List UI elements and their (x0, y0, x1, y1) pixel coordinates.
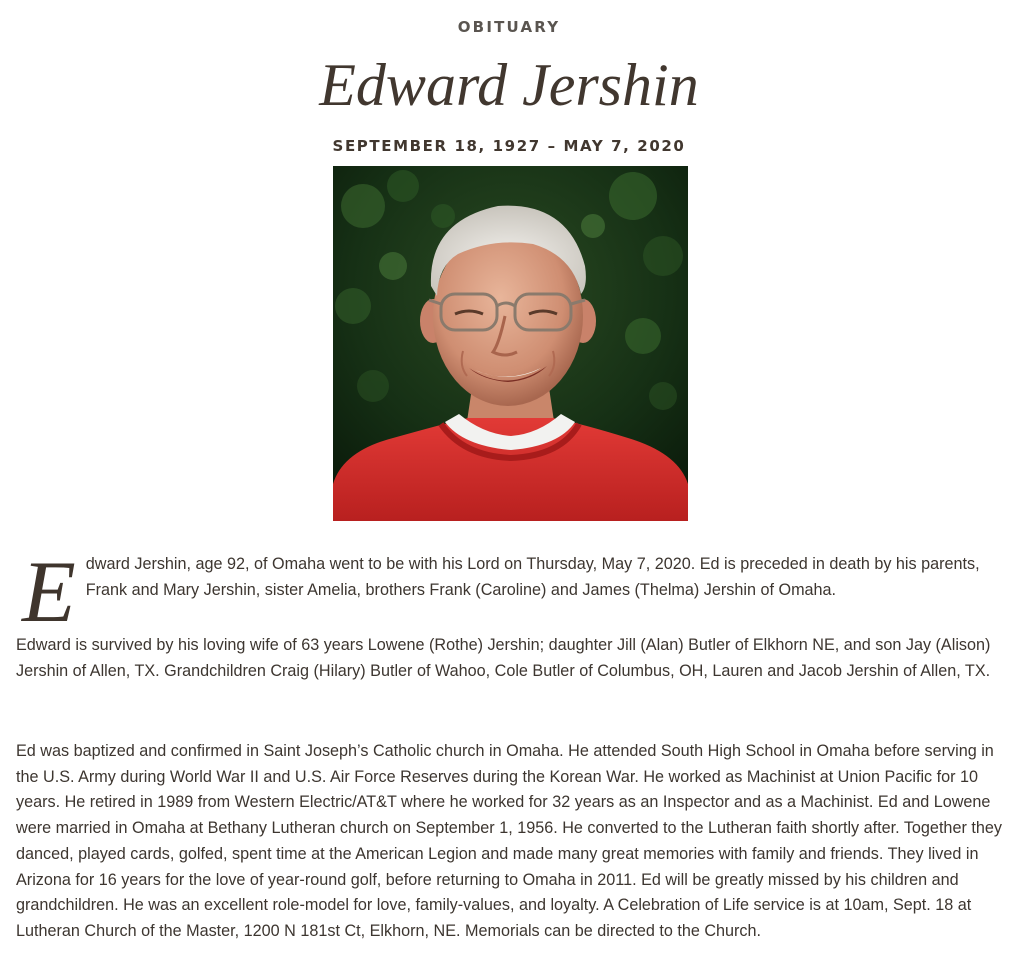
paragraph-1-text: dward Jershin, age 92, of Omaha went to be with his Lord on Thursday, May 7, 2020. Ed is preceded in death by his parents, Frank and Mary Jershin, sister Amelia, brothers Frank (Caroline) and James (Thelma) Jershin of Omaha. (85, 555, 980, 599)
portrait-photo (333, 166, 688, 521)
deceased-name: Edward Jershin (319, 52, 699, 118)
life-dates: SEPTEMBER 18, 1927 – MAY 7, 2020 (332, 137, 686, 155)
obituary-paragraph-3: Ed was baptized and confirmed in Saint Joseph’s Catholic church in Omaha. He attended South High School in Omaha before serving in the U.S. Army during World War II and U.S. Air Force Reserves during the Korean War. He worked as Machinist at Union Pacific for 10 years. He retired in 1989 from Western Electric/AT&T where he worked for 32 years as an Inspector and as a Machinist. Ed and Lowene were married in Omaha at Bethany Lutheran church on September 1, 1956. He converted to the Lutheran faith shortly after. Together they danced, played cards, golfed, spent time at the American Legion and made many great memories with family and friends. They lived in Arizona for 16 years for the love of year-round golf, before returning to Omaha in 2011. Ed will be greatly missed by his children and grandchildren. He was an excellent role-model for love, family-values, and loyalty. A Celebration of Life service is at 10am, Sept. 18 at Lutheran Church of the Master, 1200 N 181st Ct, Elkhorn, NE. Memorials can be directed to the Church. (16, 742, 1002, 940)
obituary-paragraph-1 (16, 544, 1006, 641)
obituary-paragraph-2: Edward is survived by his loving wife of 63 years Lowene (Rothe) Jershin; daughter Jill (Alan) Butler of Elkhorn NE, and son Jay (Alison) Jershin of Allen, TX. Grandchildren Craig (Hilary) Butler of Wahoo, Cole Butler of Columbus, OH, Lauren and Jacob Jershin of Allen, TX. (16, 636, 991, 680)
drop-cap: E (22, 544, 76, 641)
section-kicker: OBITUARY (457, 18, 561, 36)
